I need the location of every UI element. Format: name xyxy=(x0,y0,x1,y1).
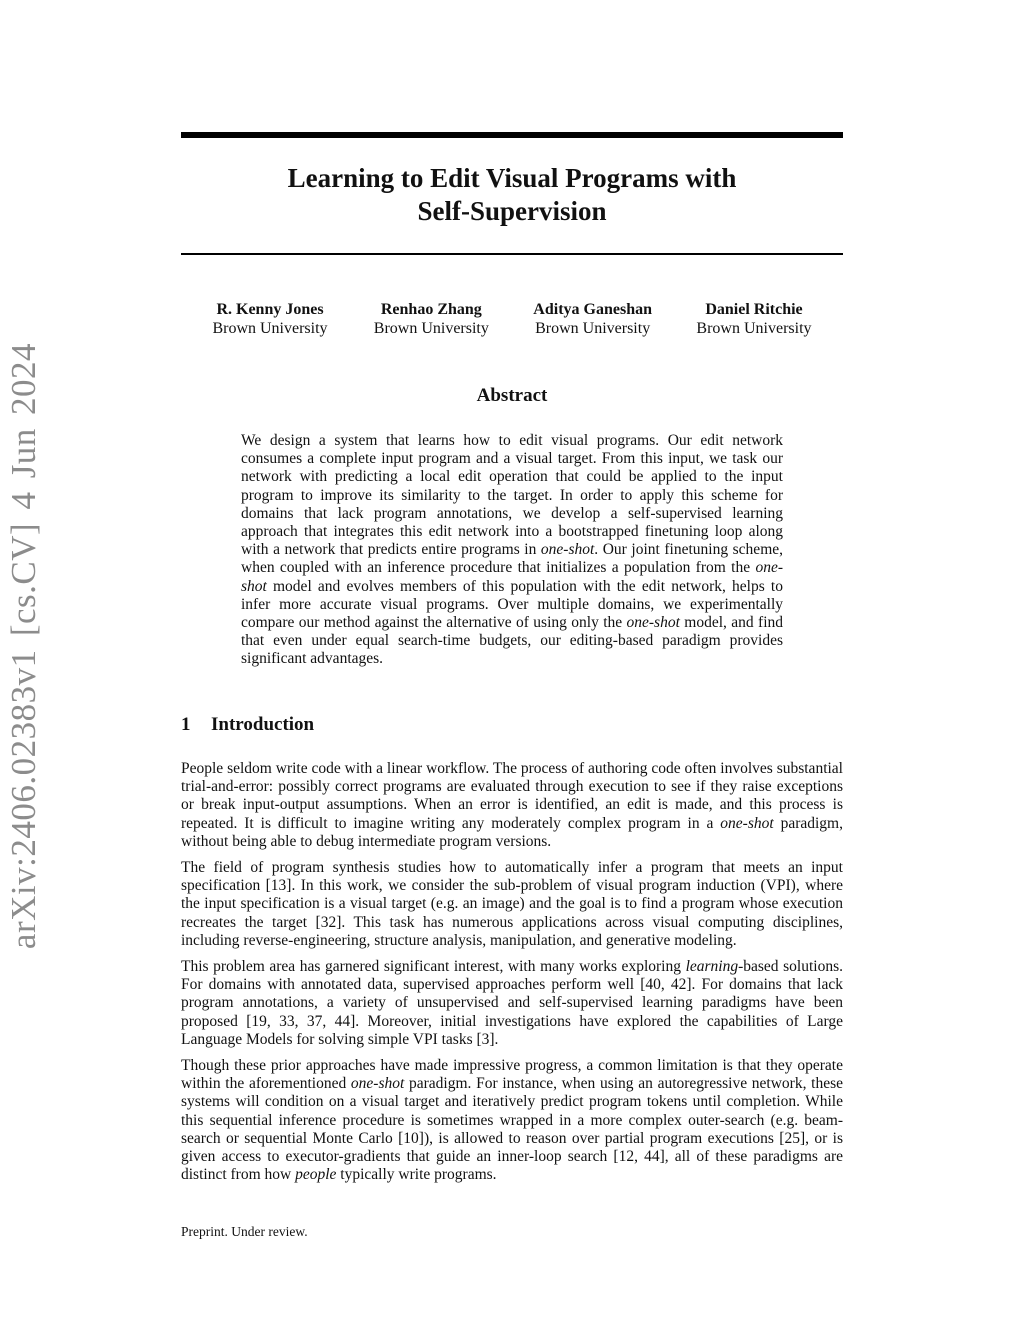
title-bottom-rule xyxy=(181,253,843,255)
paragraph-text: paradigm. For instance, when using an autoregressive network, these systems will condition on a visual target and iteratively predict program tokens until completion. While this sequential inference procedure is sometimes wrapped in a more complex outer-search (e.g. beam-search or sequential Monte Carlo [10]), is allowed to reason over partial program executions [25], or is given access to executor-gradients that guide an inner-loop search [12, 44], all of these paradigms are distinct from how xyxy=(181,1075,843,1184)
paper-title-line-1: Learning to Edit Visual Programs with xyxy=(287,163,737,193)
author-name: Renhao Zhang xyxy=(380,301,482,318)
author-list xyxy=(190,300,834,338)
author-name: Daniel Ritchie xyxy=(705,301,803,318)
paragraph-emphasis: people xyxy=(295,1166,337,1184)
body-paragraph xyxy=(181,760,843,851)
paragraph-text: typically write programs. xyxy=(336,1166,497,1184)
paper-title xyxy=(181,162,843,228)
author-block xyxy=(674,300,834,338)
introduction-body xyxy=(181,760,843,1192)
paragraph-emphasis: one-shot xyxy=(350,1075,405,1093)
section-number: 1 xyxy=(181,714,191,735)
paragraph-text: This problem area has garnered significant interest, with many works exploring xyxy=(181,958,686,976)
title-top-rule xyxy=(181,132,843,138)
author-name: R. Kenny Jones xyxy=(216,301,324,318)
abstract-text: . Our joint finetuning scheme, when coupled with an inference procedure that initializes a population from the xyxy=(241,541,783,577)
paragraph-text: Though these prior approaches have made impressive progress, a common limitation is that they operate within the aforementioned xyxy=(181,1057,843,1093)
abstract-emphasis: one-shot xyxy=(241,559,783,595)
author-affiliation: Brown University xyxy=(373,320,489,337)
paragraph-text: -based solutions. For domains with annotated data, supervised approaches perform well [40, 42]. For domains that lack program annotations, a variety of unsupervised and self-supervised learning paradigms have been proposed [19, 33, 37, 44]. Moreover, initial investigations have explored the capabilities of Large Language Models for solving simple VPI tasks [3]. xyxy=(181,958,843,1048)
abstract-emphasis: one-shot xyxy=(626,614,680,632)
section-heading-introduction xyxy=(181,714,314,736)
paragraph-emphasis: one-shot xyxy=(720,814,774,832)
body-paragraph xyxy=(181,1057,843,1184)
body-paragraph: The field of program synthesis studies how to automatically infer a program that meets an input specification [13]. In this work, we consider the sub-problem of visual program induction (VPI), where the input specification is a visual target (e.g. an image) and the goal is to find a program whose execution recreates the target [32]. This task has numerous applications across visual computing disciplines, including reverse-engineering, structure analysis, manipulation, and generative modeling. xyxy=(181,859,843,949)
body-paragraph xyxy=(181,958,843,1049)
section-title: Introduction xyxy=(211,714,315,735)
paper-title-line-2: Self-Supervision xyxy=(417,196,607,226)
abstract-text: model and evolves members of this population with the edit network, helps to infer more accurate visual programs. Over multiple domains, we experimentally compare our method against the alternative of using only the xyxy=(241,577,783,632)
abstract-text: model, and find that even under equal search-time budgets, our editing-based paradigm provides significant advantages. xyxy=(241,614,784,668)
author-affiliation: Brown University xyxy=(212,320,328,337)
author-block xyxy=(513,300,673,338)
paragraph-emphasis: learning xyxy=(685,958,739,976)
author-block xyxy=(190,300,350,338)
preprint-footer: Preprint. Under review. xyxy=(181,1224,308,1239)
abstract-heading: Abstract xyxy=(476,385,548,406)
author-affiliation: Brown University xyxy=(535,320,651,337)
author-block xyxy=(351,300,511,338)
abstract-text: We design a system that learns how to edit visual programs. Our edit network consumes a complete input program and a visual target. From this input, we task our network with predicting a local edit operation that could be applied to the input program to improve its similarity to the target. In order to apply this scheme for domains that lack program annotations, we develop a self-supervised learning approach that integrates this edit network into a bootstrapped finetuning loop along with a network that predicts entire programs in xyxy=(241,432,783,559)
paragraph-text: People seldom write code with a linear workflow. The process of authoring code often involves substantial trial-and-error: possibly correct programs are evaluated through execution to see if they raise exceptions or break input-output assumptions. When an error is identified, an edit is made, and this process is repeated. It is difficult to imagine writing any moderately complex program in a xyxy=(181,760,843,832)
author-affiliation: Brown University xyxy=(696,320,812,337)
paragraph-text: paradigm, without being able to debug intermediate program versions. xyxy=(181,814,843,850)
abstract-emphasis: one-shot xyxy=(540,541,595,559)
author-name: Aditya Ganeshan xyxy=(533,301,652,318)
arxiv-identifier-text[interactable]: arXiv:2406.02383v1 [cs.CV] 4 Jun 2024 xyxy=(4,342,43,950)
abstract-body xyxy=(241,432,783,669)
